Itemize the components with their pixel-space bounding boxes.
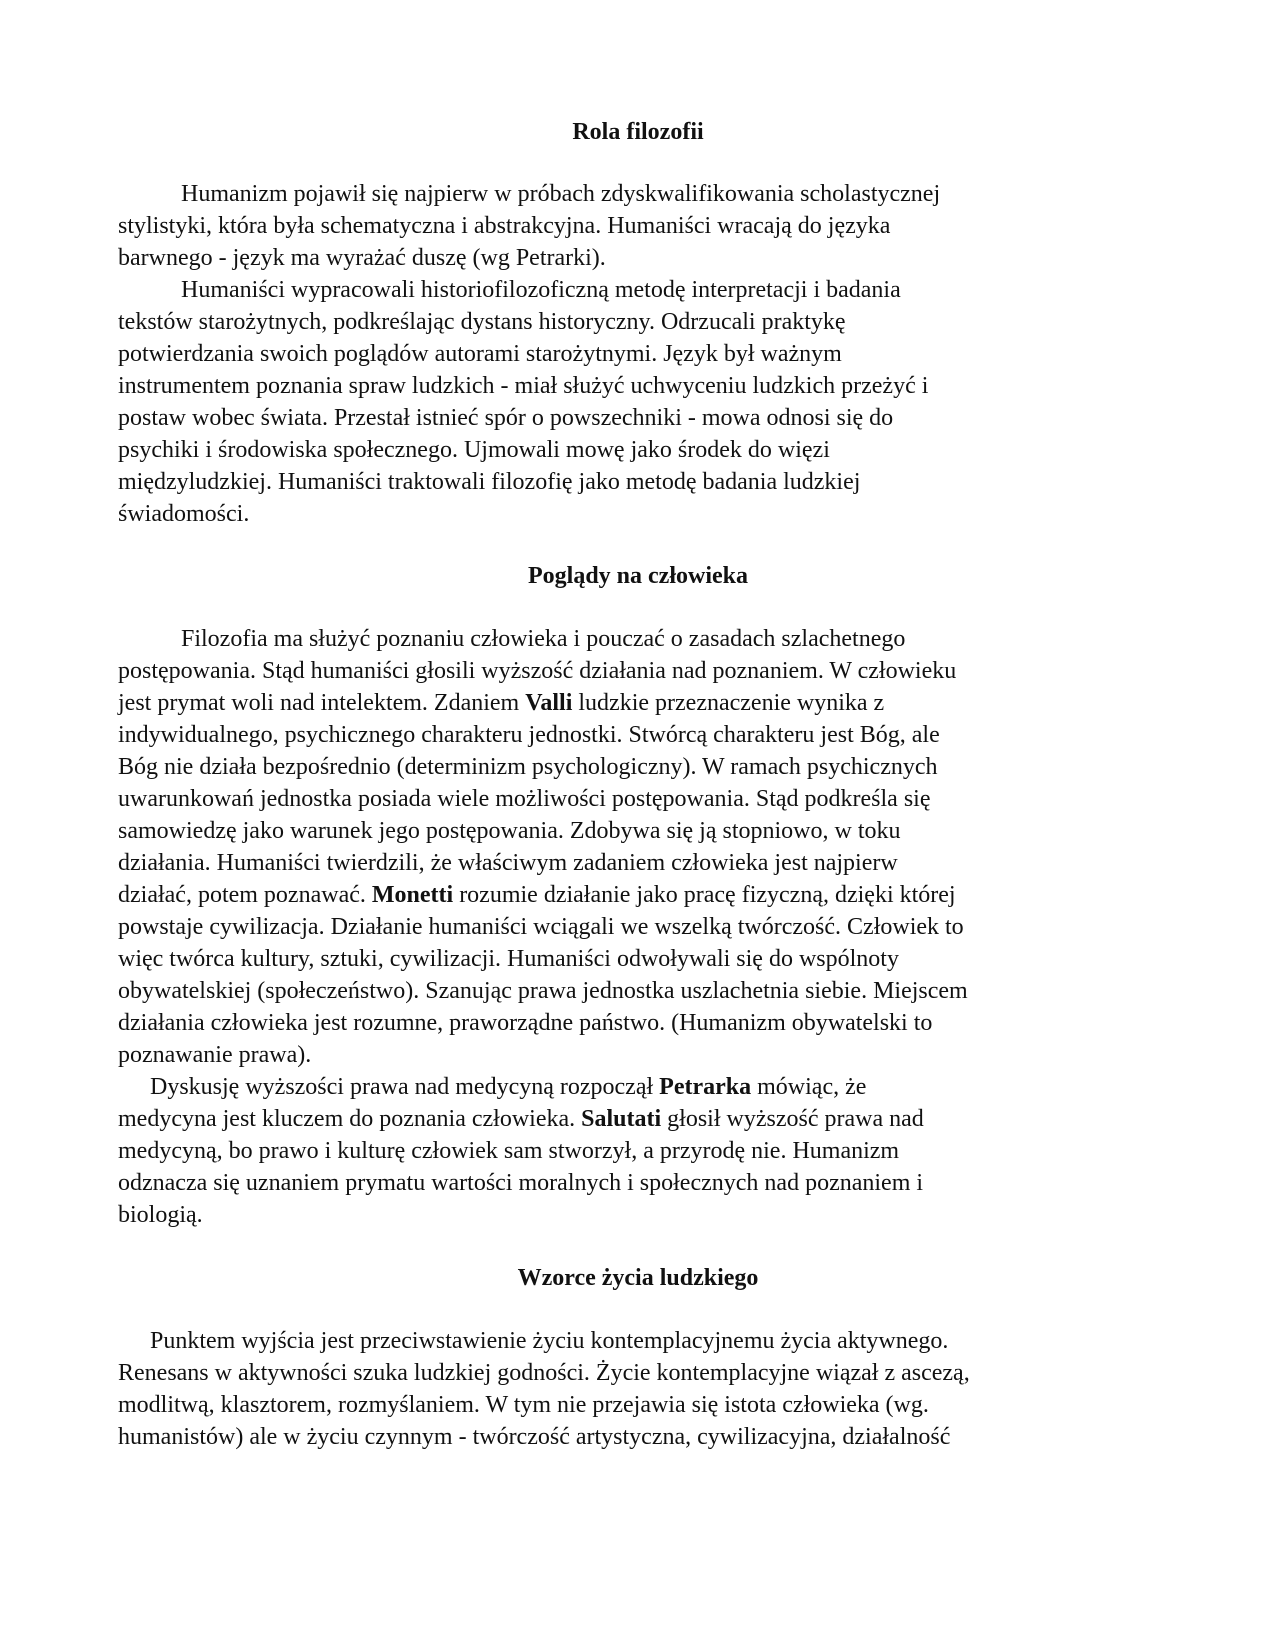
text-line: biologią. [118, 1202, 203, 1228]
text-line: barwnego - język ma wyrażać duszę (wg Petrarki). [118, 245, 606, 271]
text-line: powstaje cywilizacja. Działanie humaniści wciągali we wszelką twórczość. Człowiek to [118, 914, 964, 940]
text-line: postępowania. Stąd humaniści głosili wyższość działania nad poznaniem. W człowieku [118, 658, 957, 684]
text-line: medycyną, bo prawo i kulturę człowiek sam stworzył, a przyrodę nie. Humanizm [118, 1138, 900, 1164]
text-line: międzyludzkiej. Humaniści traktowali filozofię jako metodę badania ludzkiej [118, 469, 861, 495]
text-segment: głosił wyższość prawa nad [661, 1106, 924, 1132]
text-line: stylistyki, która była schematyczna i abstrakcyjna. Humaniści wracają do języka [118, 213, 891, 239]
text-line: uwarunkowań jednostka posiada wiele możliwości postępowania. Stąd podkreśla się [118, 786, 931, 812]
text-line: świadomości. [118, 501, 250, 527]
text-line [150, 1071, 866, 1104]
text-line: działania człowieka jest rozumne, praworządne państwo. (Humanizm obywatelski to [118, 1010, 933, 1036]
text-segment: ludzkie przeznaczenie wynika z [572, 690, 885, 716]
text-line: modlitwą, klasztorem, rozmyślaniem. W tym nie przejawia się istota człowieka (wg. [118, 1392, 929, 1418]
text-line: samowiedzę jako warunek jego postępowania. Zdobywa się ją stopniowo, w toku [118, 818, 901, 844]
text-segment: Dyskusję wyższości prawa nad medycyną rozpoczął [150, 1074, 660, 1100]
section-heading: Poglądy na człowieka [528, 563, 748, 589]
name-salutati: Salutati [581, 1106, 662, 1132]
text-line [118, 879, 956, 912]
text-line: humanistów) ale w życiu czynnym - twórczość artystyczna, cywilizacyjna, działalność [118, 1424, 951, 1450]
text-line: Humaniści wypracowali historiofilozoficzną metodę interpretacji i badania [181, 277, 901, 303]
text-line: psychiki i środowiska społecznego. Ujmowali mowę jako środek do więzi [118, 437, 830, 463]
name-petrarka: Petrarka [659, 1074, 752, 1100]
text-line: odznacza się uznaniem prymatu wartości moralnych i społecznych nad poznaniem i [118, 1170, 924, 1196]
text-line: Humanizm pojawił się najpierw w próbach zdyskwalifikowania scholastycznej [181, 181, 941, 207]
text-segment: działać, potem poznawać. [118, 882, 372, 908]
text-line: Filozofia ma służyć poznaniu człowieka i pouczać o zasadach szlachetnego [181, 626, 906, 652]
text-line: potwierdzania swoich poglądów autorami starożytnymi. Język był ważnym [118, 341, 842, 367]
text-line: postaw wobec świata. Przestał istnieć spór o powszechniki - mowa odnosi się do [118, 405, 894, 431]
text-segment: rozumie działanie jako pracę fizyczną, dzięki której [453, 882, 956, 908]
text-line [118, 687, 884, 720]
text-line: Bóg nie działa bezpośrednio (determinizm psychologiczny). W ramach psychicznych [118, 754, 938, 780]
text-line: Punktem wyjścia jest przeciwstawienie życiu kontemplacyjnemu życia aktywnego. [150, 1328, 949, 1354]
text-segment: mówiąc, że [751, 1074, 867, 1100]
text-line: instrumentem poznania spraw ludzkich - miał służyć uchwyceniu ludzkich przeżyć i [118, 373, 929, 399]
section-heading: Rola filozofii [572, 119, 704, 145]
text-line: indywidualnego, psychicznego charakteru jednostki. Stwórcą charakteru jest Bóg, ale [118, 722, 940, 748]
text-line: więc twórca kultury, sztuki, cywilizacji. Humaniści odwoływali się do wspólnoty [118, 946, 899, 972]
name-monetti: Monetti [371, 882, 454, 908]
section-heading: Wzorce życia ludzkiego [517, 1265, 759, 1291]
text-line: tekstów starożytnych, podkreślając dystans historyczny. Odrzucali praktykę [118, 309, 846, 335]
text-line: obywatelskiej (społeczeństwo). Szanując prawa jednostka uszlachetnia siebie. Miejscem [118, 978, 968, 1004]
text-segment: medycyna jest kluczem do poznania człowieka. [118, 1106, 582, 1132]
text-segment: jest prymat woli nad intelektem. Zdaniem [118, 690, 526, 716]
text-line [118, 1103, 924, 1136]
text-line: poznawanie prawa). [118, 1042, 312, 1068]
name-valli: Valli [525, 690, 573, 716]
text-line: Renesans w aktywności szuka ludzkiej godności. Życie kontemplacyjne wiązał z ascezą, [118, 1360, 970, 1386]
text-line: działania. Humaniści twierdzili, że właściwym zadaniem człowieka jest najpierw [118, 850, 898, 876]
